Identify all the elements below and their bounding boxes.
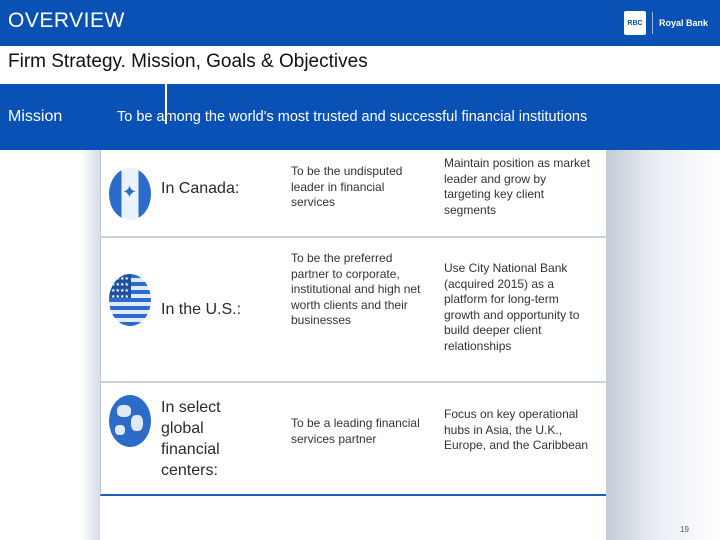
region-label: In the U.S.: — [161, 301, 242, 318]
canada-globe-icon: ✦ — [109, 168, 151, 220]
rbc-logo — [624, 10, 708, 36]
objective-text: Use City National Bank (acquired 2015) as a platform for long-term growth and opportunity to build deeper client relationships — [444, 261, 580, 353]
logo-divider — [652, 12, 653, 34]
mission-label: Mission — [8, 108, 63, 125]
header-bar — [0, 0, 720, 46]
goal-text: To be the preferred partner to corporate, institutional and high net worth clients and their businesses — [291, 251, 421, 327]
strategy-row-canada — [101, 150, 607, 236]
region-label: In Canada: — [161, 180, 240, 197]
rbc-shield-icon — [624, 11, 646, 35]
world-globe-icon — [109, 395, 151, 447]
goal-text: To be a leading financial services partner — [291, 416, 420, 446]
objective-text: Maintain position as market leader and grow by targeting key client segments — [444, 156, 591, 217]
left-shade — [0, 150, 100, 540]
page-number: 19 — [680, 525, 689, 534]
region-label: In select global financial centers: — [161, 399, 221, 479]
section-title: OVERVIEW — [8, 9, 125, 32]
objective-text: Focus on key operational hubs in Asia, the U.K., Europe, and the Caribbean — [444, 407, 589, 452]
logo-text: Royal Bank — [659, 18, 709, 28]
right-shade — [606, 150, 720, 540]
us-globe-icon: ★★★★★★★★★★★★★★★★ — [109, 274, 151, 326]
logo-badge: RBC — [627, 19, 643, 27]
strategy-row-global — [101, 383, 607, 494]
strategy-card — [100, 150, 606, 496]
mission-statement: To be among the world's most trusted and successful financial institutions — [117, 109, 588, 125]
goal-text: To be the undisputed leader in financial services — [291, 164, 403, 209]
page-title: Firm Strategy. Mission, Goals & Objectives — [8, 51, 368, 72]
strategy-row-us — [101, 238, 607, 381]
